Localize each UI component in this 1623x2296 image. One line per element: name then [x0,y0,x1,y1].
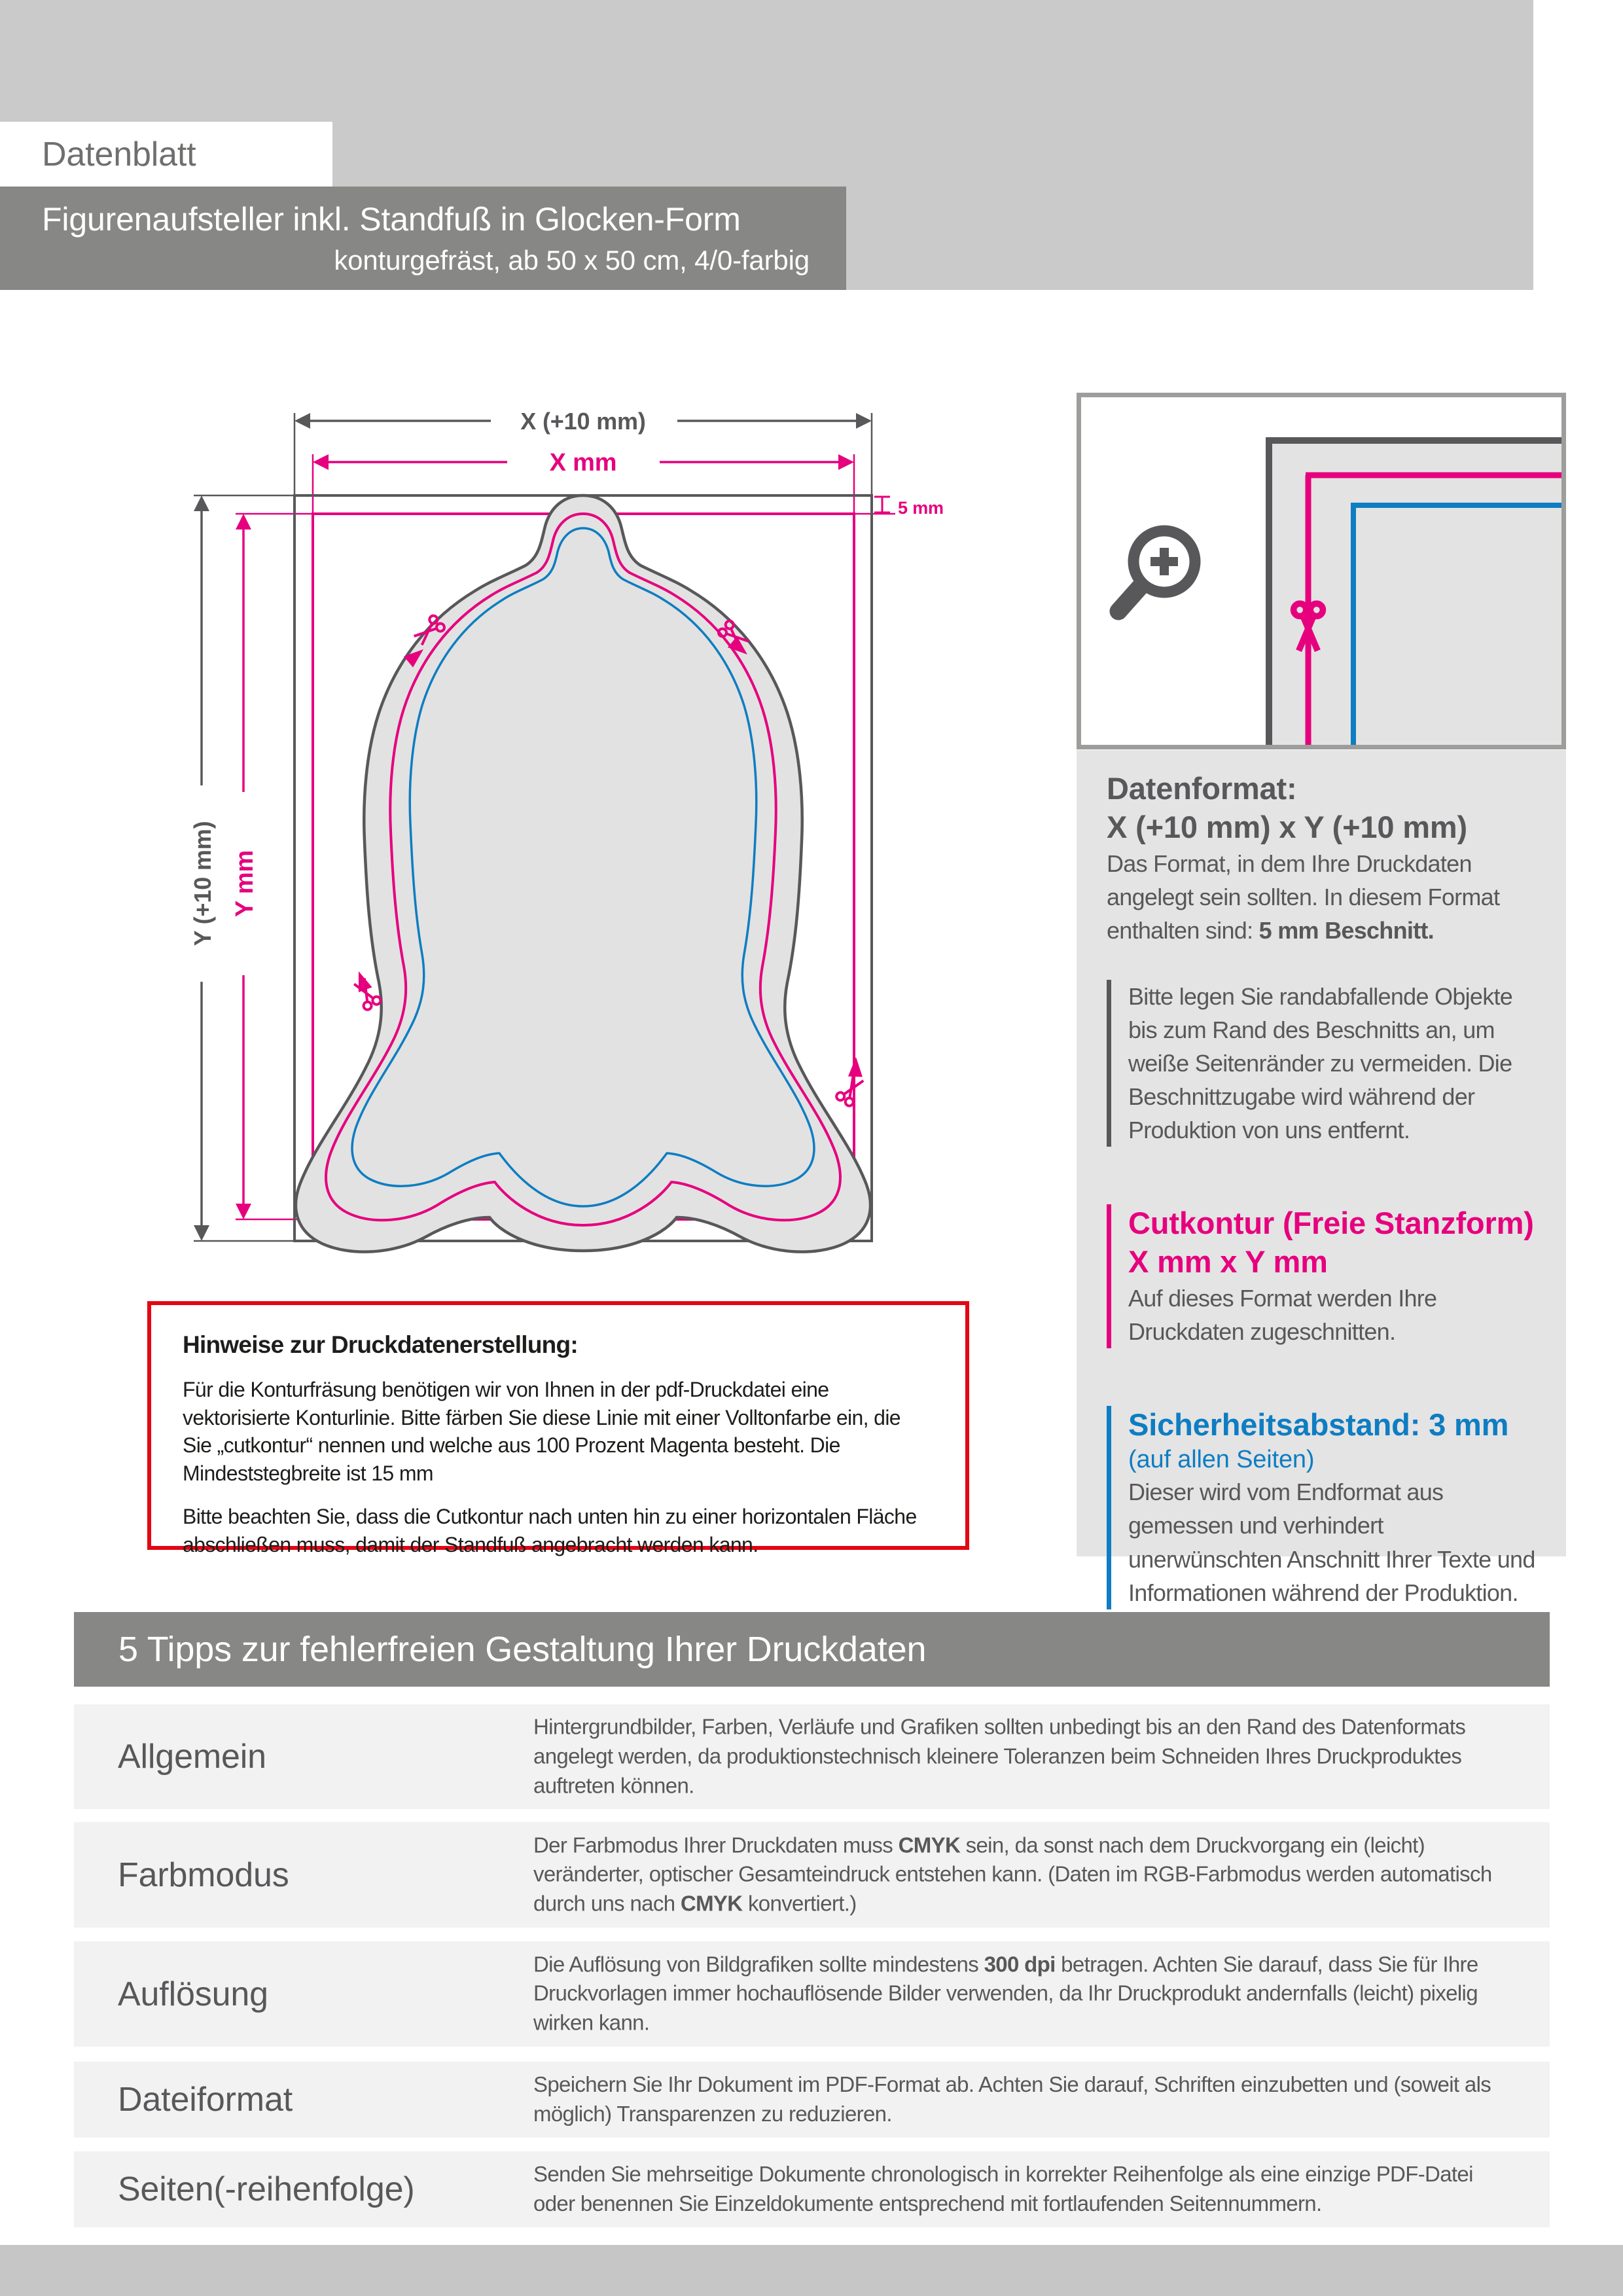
dim-y-outer [189,495,216,1241]
product-title: Figurenaufsteller inkl. Standfuß in Glocken-Form [42,201,741,238]
hints-heading: Hinweise zur Druckdatenerstellung: [183,1331,578,1358]
row-text-bold: CMYK [898,1833,961,1857]
dim-y-inner [231,514,259,1219]
doc-label-box [0,122,332,187]
tips-row-farbmodus [74,1822,1550,1928]
tips-banner [74,1612,1550,1687]
tips-row-dateiformat [74,2062,1550,2138]
print-data-hints-box [147,1301,969,1556]
die-cut-diagram [98,367,982,1283]
cutkontur-block [1107,1204,1540,1348]
row-text-bold: 300 dpi [984,1952,1056,1977]
safety-block [1107,1406,1540,1609]
row-text-segment: Speichern Sie Ihr Dokument im PDF-Format ab. Achten Sie darauf, Schriften einzubetten und (soweit als möglich) Transparenzen zu reduzieren. [533,2072,1491,2126]
row-text-segment: betragen. Achten Sie darauf, dass Sie für Ihre Druckvorlagen immer hochauflösende Bilder verwenden, da Ihr Druckprodukt andernfalls (leicht) pixelig wirken kann. [533,1952,1478,2035]
dataformat-body-bold: 5 mm Beschnitt. [1258,916,1434,944]
scissors-icon [835,1057,866,1107]
dataformat-heading: Datenformat: [1107,771,1297,806]
tips-banner-title: 5 Tipps zur fehlerfreien Gestaltung Ihrer Druckdaten [118,1630,927,1669]
bleed-note-text: Bitte legen Sie randabfallende Objekte bis zum Rand des Beschnitts an, um weiße Seitenränder zu vermeiden. Die Beschnittzugabe wird während der Produktion von uns entfernt. [1128,982,1513,1144]
dim-x-inner [313,449,854,476]
bleed-label: 5 mm [898,498,944,518]
product-subtitle: konturgefräst, ab 50 x 50 cm, 4/0-farbig [334,245,810,276]
row-text-bold: CMYK [680,1891,743,1916]
cutkontur-heading: Cutkontur (Freie Stanzform) [1128,1206,1534,1241]
dim-x-inner-label: X mm [549,449,617,476]
hints-paragraph-1: Für die Konturfräsung benötigen wir von Ihnen in der pdf-Druckdatei eine vektorisierte Konturlinie. Bitte färben Sie diese Linie mit einer Volltonfarbe ein, die Sie „cutkontur“ nennen und welche aus 100 Prozent Magenta besteht. Die Mindeststegbreite ist 15 mm [183,1378,901,1485]
safety-heading: Sicherheitsabstand: 3 mm [1128,1407,1509,1443]
row-label: Auflösung [118,1975,268,2013]
format-info-panel [1077,750,1566,1606]
row-label: Seiten(-reihenfolge) [118,2170,415,2208]
dim-y-inner-label: Y mm [231,850,259,918]
row-text-segment: Die Auflösung von Bildgrafiken sollte mindestens [533,1952,984,1977]
row-text [533,1950,1515,2038]
tips-row-aufloesung [74,1941,1550,2047]
doc-label: Datenblatt [42,135,196,173]
row-text [533,2070,1515,2129]
dim-y-outer-label: Y (+10 mm) [189,821,216,946]
dataformat-block [1107,770,1540,947]
cutkontur-body: Auf dieses Format werden Ihre Druckdaten zugeschnitten. [1128,1284,1437,1345]
safety-subheading: (auf allen Seiten) [1128,1445,1315,1473]
tips-row-seitenreihenfolge [74,2151,1550,2227]
row-text [533,1713,1515,1801]
bleed-note-block [1107,980,1540,1147]
safety-body: Dieser wird vom Endformat aus gemessen und verhindert unerwünschten Anschnitt Ihrer Texte und Informationen während der Produktion. [1128,1479,1535,1606]
row-label: Allgemein [118,1738,266,1776]
hints-paragraph-2: Bitte beachten Sie, dass die Cutkontur nach unten hin zu einer horizontalen Fläche abschließen muss, damit der Standfuß angebracht werden kann. [183,1505,917,1556]
row-label: Dateiformat [118,2081,293,2119]
row-text-segment: Senden Sie mehrseitige Dokumente chronologisch in korrekter Reihenfolge als eine einzige PDF-Datei oder benennen Sie Einzeldokumente entsprechend mit fortlaufenden Seitennummern. [533,2162,1473,2215]
row-text-segment: Der Farbmodus Ihrer Druckdaten muss [533,1833,899,1857]
row-label: Farbmodus [118,1856,289,1894]
dataformat-subheading: X (+10 mm) x Y (+10 mm) [1107,809,1468,844]
dataformat-body [1107,847,1540,947]
dim-x-outer-label: X (+10 mm) [520,408,646,435]
dataformat-body-text: Das Format, in dem Ihre Druckdaten angelegt sein sollten. In diesem Format enthalten sind: [1107,850,1500,944]
row-text-segment: sein, da sonst nach dem Druckvorgang ein (leicht) veränderter, optischer Gesamteindruck entstehen kann. (Daten im RGB-Farbmodus werden automatisch durch uns nach [533,1833,1492,1916]
bell-silhouette [296,495,870,1252]
row-text-segment: konvertiert.) [742,1891,857,1916]
title-bar [0,187,846,290]
footer-band [0,2245,1623,2296]
row-text-segment: Hintergrundbilder, Farben, Verläufe und Grafiken sollten unbedingt bis an den Rand des Datenformats angelegt werden, da produktionstechnisch kleinere Toleranzen beim Schneiden Ihres Druckproduktes auftreten können. [533,1714,1466,1798]
row-text [533,2160,1515,2219]
cutkontur-subheading: X mm x Y mm [1128,1244,1328,1280]
dim-x-outer [294,408,872,435]
magnifier-plus-icon [1096,512,1227,643]
corner-detail-graphic [1260,435,1561,745]
tips-row-allgemein [74,1704,1550,1809]
row-text [533,1831,1515,1919]
